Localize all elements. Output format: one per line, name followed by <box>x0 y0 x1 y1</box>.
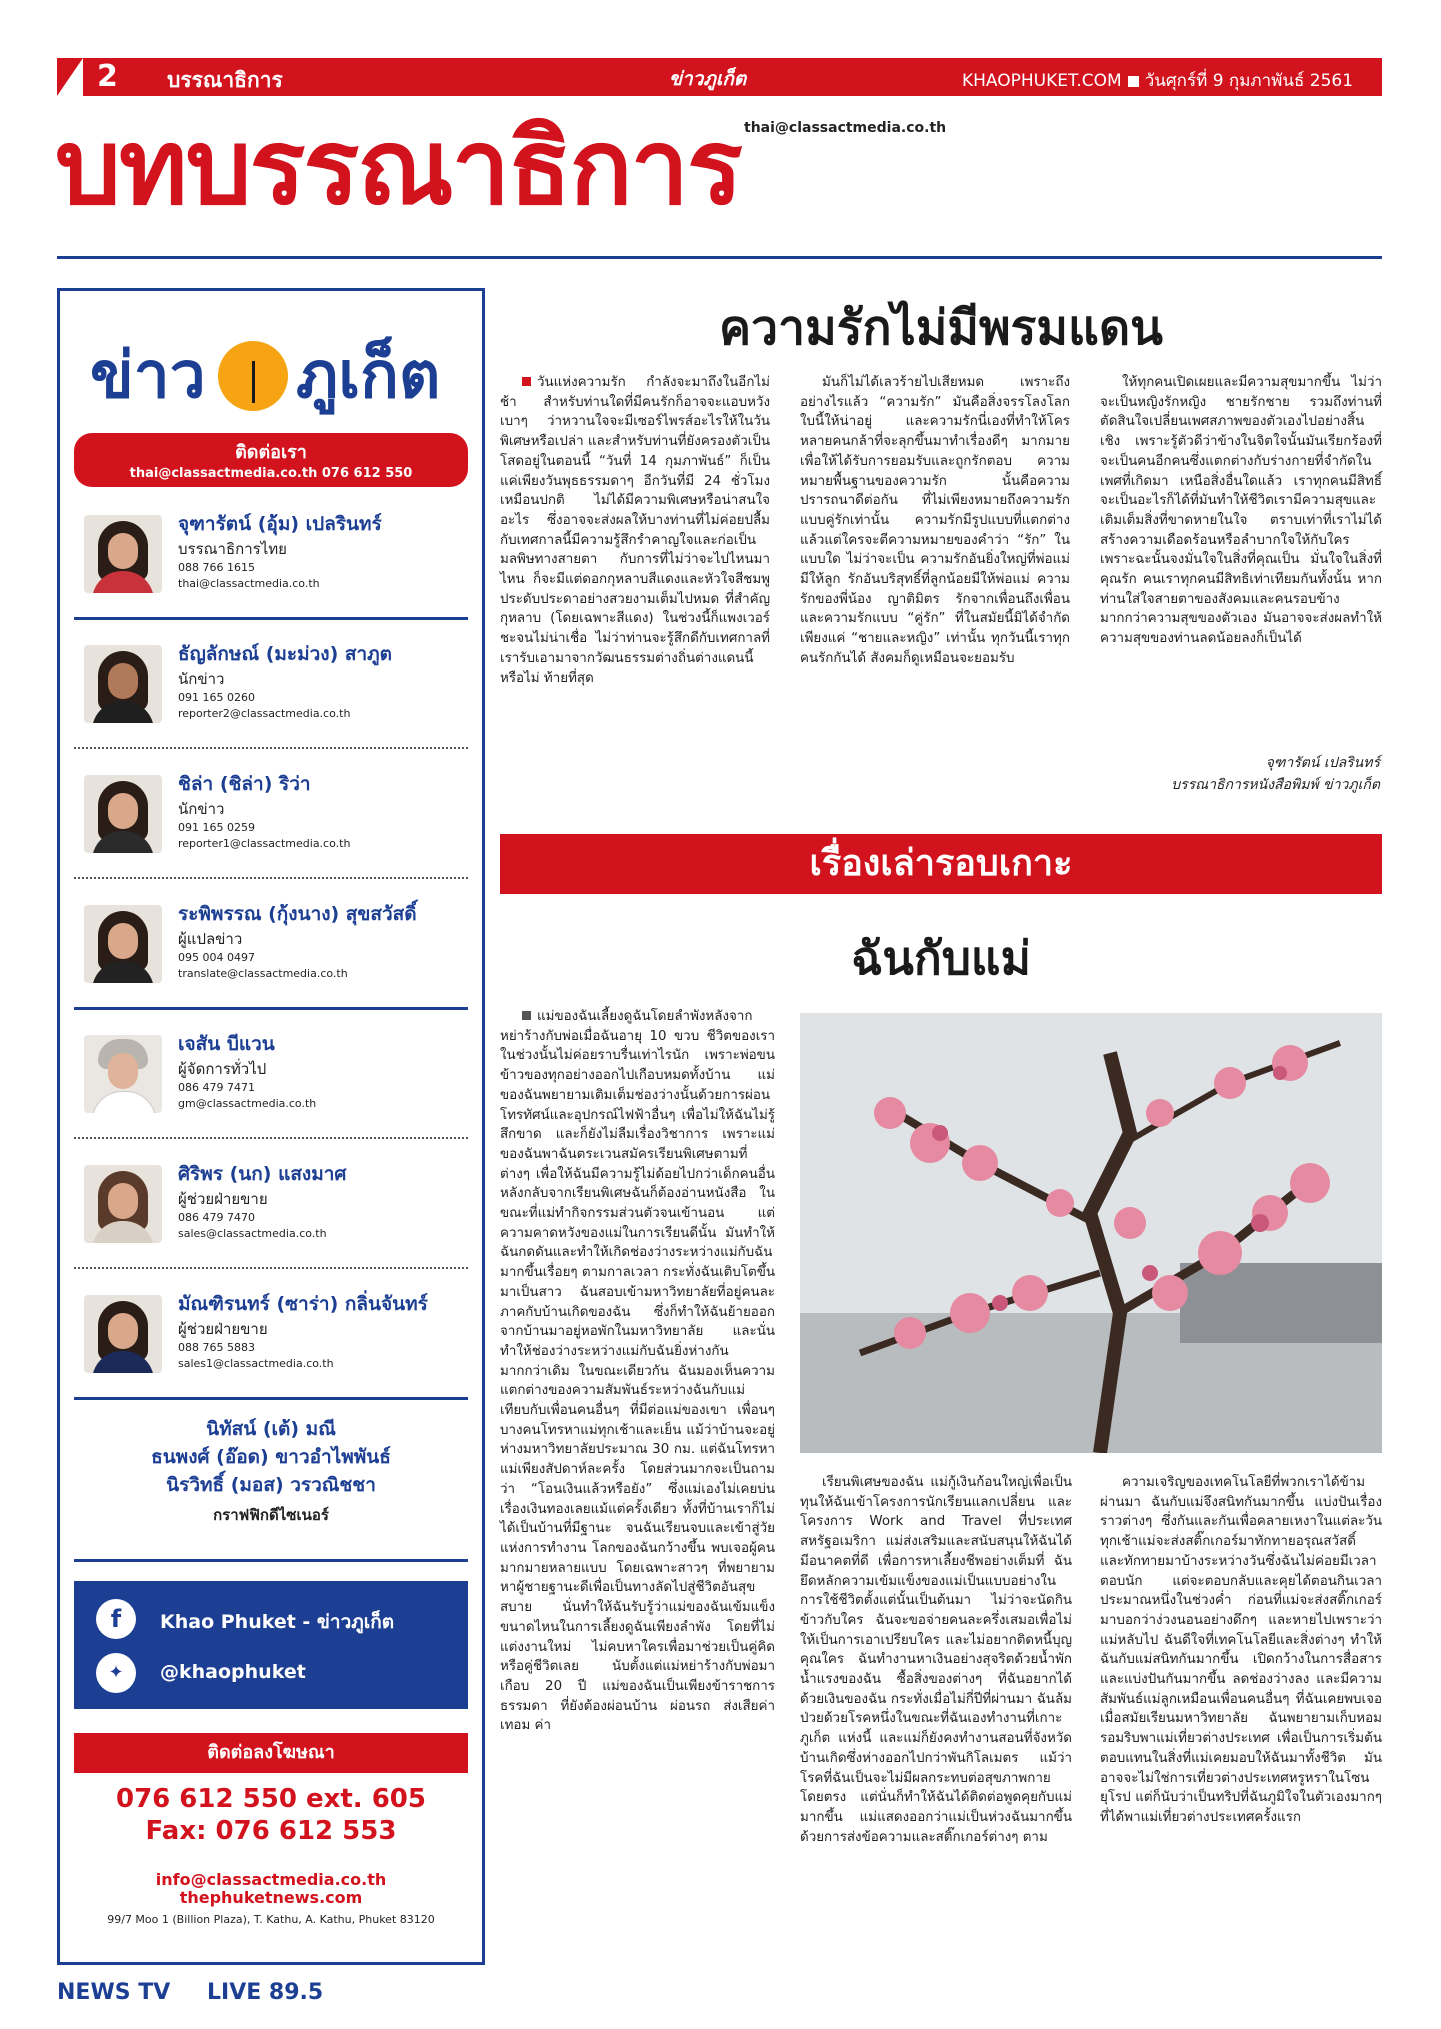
newstv-logo: NEWS TV <box>57 1980 171 2005</box>
editor-email[interactable]: thai@classactmedia.co.th <box>744 120 947 136</box>
staff-name: เจสัน บีแวน <box>178 1033 275 1055</box>
staff-card <box>74 499 468 617</box>
staff-photo <box>84 775 162 853</box>
staff-email[interactable]: sales@classactmedia.co.th <box>178 1227 327 1240</box>
article2-column-3 <box>1100 1473 1382 1828</box>
article2-text: เรียนพิเศษของฉัน แม่กู้เงินก้อนใหญ่เพื่อเป็นทุนให้ฉันเข้าโครงการนักเรียนแลกเปลี่ยน และโครงการ Work and Travel ที่ประเทศสหรัฐอเมริกา แม่ส่งเสริมและสนับสนุนให้ฉันได้มีอนาคตที่ดี เพื่อการหาเลี้ยงชีพอย่างเต็มที่ ฉันยึดหลักความเข้มแข็งของแม่เป็นแบบอย่างในการใช้ชีวิตตั้งแต่นั้นเป็นต้นมา ไม่ว่าจะนัดกินข้าวกับใคร ฉันจะขอจ่ายคนละครึ่งเสมอเพื่อไม่ให้เป็นการเอาเปรียบใคร และไม่อยากติดหนี้บุญคุณใคร ฉันทำงานหาเงินอย่างสุจริตด้วยน้ำพักน้ำแรงของฉัน ซื้อสิ่งของต่างๆ ที่ฉันอยากได้ด้วยเงินของฉัน กระทั่งเมื่อไม่กี่ปีที่ผ่านมา ฉันล้มป่วยด้วยโรคหนึ่งในขณะที่ฉันเองทำงานที่เกาะภูเก็ต แห่งนี้ และแม่ก็ยังคงทำงานสอนที่จังหวัดบ้านเกิดซึ่งห่างออกไปกว่าพันกิโลเมตร แม้ว่าโรคที่ฉันเป็นจะไม่มีผลกระทบต่อสุขภาพกายโดยตรง แต่นั่นก็ทำให้ฉันได้ติดต่อพูดคุยกับแม่มากขึ้น แม่แสดงออกว่าแม่เป็นห่วงฉันมากขึ้นด้วยการส่งข้อความและสติ๊กเกอร์ต่างๆ ตาม <box>800 1475 1072 1845</box>
staff-role: นักข่าว <box>178 800 225 818</box>
article2-column-2 <box>800 1473 1072 1847</box>
palm-sun-icon <box>218 341 288 411</box>
article1-byline <box>1080 752 1380 796</box>
designer-name: นิทัสน์ (เต้) มณี <box>206 1418 336 1440</box>
page-number: 2 <box>97 59 118 94</box>
divider <box>74 1559 468 1562</box>
site-name: KHAOPHUKET.COM <box>962 71 1122 91</box>
social-box <box>74 1581 468 1709</box>
designer-name: นิรวิทธิ์ (มอส) วรวณิชชา <box>166 1474 376 1496</box>
staff-email[interactable]: gm@classactmedia.co.th <box>178 1097 317 1110</box>
article1-text: มันก็ไม่ได้เลวร้ายไปเสียหมด เพราะถึงอย่างไรแล้ว “ความรัก” มันคือสิ่งจรรโลงโลกใบนี้ให้น่าอยู่ และความรักนี่เองที่ทำให้โครหลายคนกล้าที่จะลุกขึ้นมาทำเรื่องดีๆ มากมายเพื่อให้ได้รับการยอมรับและถูกรักตอบ ความหมายพื้นฐานของความรัก นั้นคือความปรารถนาดีต่อกัน ที่ไม่เพียงหมายถึงความรักแบบคู่รักเท่านั้น ความรักมีรูปแบบที่แตกต่างแล้วแต่ใครจะตีความหมายของคำว่า “รัก” ในแบบใด ไม่ว่าจะเป็น ความรักอันยิ่งใหญ่ที่พ่อแม่มีให้ลูก รักอันบริสุทธิ์ที่ลูกน้อยมีให้พ่อแม่ ความรักของพี่น้อง ญาติมิตร รักจากเพื่อนถึงเพื่อน และความรักแบบ “คู่รัก” ที่ในสมัยนี้มิได้จำกัดเพียงแค่ “ชายและหญิง” เท่านั้น ทุกวันนี้เราทุกคนรักกันได้ สังคมก็ดูเหมือนจะยอมรับ <box>800 375 1070 666</box>
section-bar: เรื่องเล่ารอบเกาะ <box>500 834 1382 894</box>
section-name: บรรณาธิการ <box>167 68 283 92</box>
staff-card <box>74 629 468 747</box>
staff-name: ชิล่า (ชิล่า) ริว่า <box>178 773 311 795</box>
staff-role: นักข่าว <box>178 670 225 688</box>
ad-phones <box>74 1783 468 1847</box>
article1-column-1 <box>500 373 770 688</box>
article1-column-2 <box>800 373 1070 669</box>
ad-website[interactable]: thephuketnews.com <box>179 1888 363 1907</box>
khaophuket-logo <box>90 331 455 421</box>
designer-name: ธนพงศ์ (อ๊อด) ขาวอำไพพันธ์ <box>151 1446 391 1468</box>
staff-name: ศิริพร (นก) แสงมาศ <box>178 1163 347 1185</box>
staff-photo <box>84 1295 162 1373</box>
staff-phone: 086 479 7470 <box>178 1211 255 1224</box>
logo-right-text: ภูเก็ต <box>296 339 441 413</box>
staff-phone: 086 479 7471 <box>178 1081 255 1094</box>
staff-card <box>74 1279 468 1397</box>
lead-square-icon <box>522 1011 531 1020</box>
ad-email[interactable]: info@classactmedia.co.th <box>155 1870 387 1889</box>
divider <box>74 1267 468 1269</box>
staff-photo <box>84 1035 162 1113</box>
article2-column-1 <box>500 1007 775 1736</box>
byline-name: จุฑารัตน์ เปลรินทร์ <box>1265 755 1380 771</box>
staff-phone: 091 165 0259 <box>178 821 255 834</box>
staff-phone: 088 766 1615 <box>178 561 255 574</box>
staff-name: มัณฑิรนทร์ (ซาร่า) กลิ่นจันทร์ <box>178 1293 428 1315</box>
cherry-blossom-photo <box>800 1013 1382 1453</box>
twitter-label: @khaophuket <box>160 1661 306 1683</box>
divider <box>74 877 468 879</box>
staff-photo <box>84 905 162 983</box>
ad-contact-bar: ติดต่อลงโฆษณา <box>74 1733 468 1773</box>
designers-credits <box>74 1415 468 1527</box>
staff-photo <box>84 515 162 593</box>
staff-role: ผู้แปลข่าว <box>178 930 243 948</box>
designers-role: กราฟฟิกดีไซเนอร์ <box>213 1506 329 1524</box>
staff-card <box>74 1019 468 1137</box>
staff-phone: 095 004 0497 <box>178 951 255 964</box>
site-and-date <box>962 67 1353 94</box>
strip-logo: ข่าวภูเก็ต <box>669 68 747 90</box>
page-title: บทบรรณาธิการ <box>55 106 741 228</box>
divider <box>74 747 468 749</box>
article1-text: วันแห่งความรัก กำลังจะมาถึงในอีกไม่ช้า สำหรับท่านใดที่มีคนรักก็อาจจะแอบหวังเบาๆ ว่าหวานใจจะมีเซอร์ไพรส์อะไรให้ในวันพิเศษหรือเปล่า และสำหรับท่านที่ยังครองตัวเป็นโสดอยู่ในตอนนี้ “วันที่ 14 กุมภาพันธ์” ก็เป็นแค่เพียงวันพุธธรรมดาๆ อีกวันที่มี 24 ชั่วโมงเหมือนปกติ ไม่ได้มีความพิเศษหรือน่าสนใจอะไร ซึ่งอาจจะส่งผลให้บางท่านที่ไม่ค่อยปลื้มกับเทศกาลนี้มีความรู้สึกรำคาญใจและก่อเป็นมลพิษทางสายตา กับการที่ไม่ว่าจะไปไหนมาไหน ก็จะมีแต่ดอกกุหลาบสีแดงและหัวใจสีชมพูประดับประดาอย่างสวยงามเต็มไปหมด ที่สำคัญกุหลาบ (โดยเฉพาะสีแดง) ในช่วงนี้ก็แพงเวอร์ชะจนไม่น่าเชื่อ ไม่ว่าท่านจะรู้สึกดีกับเทศกาลที่เรารับเอามาจากวัฒนธรรมต่างถิ่นต่างแดนนี้หรือไม่ ท้ายที่สุด <box>500 375 770 686</box>
facebook-label: Khao Phuket - ข่าวภูเก็ต <box>160 1611 395 1633</box>
divider <box>74 1137 468 1139</box>
staff-card <box>74 889 468 1007</box>
contact-title: ติดต่อเรา <box>235 442 307 463</box>
divider <box>74 1007 468 1010</box>
blossom-illustration <box>800 1013 1382 1453</box>
article2-text: แม่ของฉันเลี้ยงดูฉันโดยลำพังหลังจากหย่าร้างกับพ่อเมื่อฉันอายุ 10 ขวบ ชีวิตของเราในช่วงนั้นไม่ค่อยราบรื่นเท่าไรนัก เพราะพ่อขนข้าวของทุกอย่างออกไปเกือบหมดทั้งบ้าน แม่ของฉันพยายามเติมเต็มช่องว่างนั้นด้วยการผ่อนโทรทัศน์และอุปกรณ์ไฟฟ้าอื่นๆ เพื่อไม่ให้ฉันไม่รู้สึกขาด และก็ยังไม่ลืมเรื่องวิชาการ เพราะแม่ของฉันพาฉันตระเวนสมัครเรียนพิเศษตามที่ต่างๆ เพื่อให้ฉันมีความรู้ไม่ด้อยไปกว่าเด็กคนอื่น หลังกลับจากเรียนพิเศษฉันก็ต้องอ่านหนังสือ ในขณะที่แม่ทำกิจกรรมส่วนตัวจนเข้านอน แต่ความคาดหวังของแม่ในการเรียนดีนั้น มันทำให้ฉันกดดันและทำให้เกิดช่องว่างระหว่างแม่กับฉันมากขึ้นเรื่อยๆ ตามกาลเวลา กระทั่งฉันเติบโตขึ้นมาเป็นสาว ฉันสอบเข้ามหาวิทยาลัยที่อยู่คนละภาคกับบ้านเกิดของฉัน ซึ่งก็ทำให้ฉันย้ายออกจากบ้านมาอยู่หอพักในมหาวิทยาลัย และนั่นทำให้ช่องว่างระหว่างแม่กับฉันยิ่งห่างกันมากกว่าเดิม ในขณะเดียวกัน ฉันมองเห็นความแตกต่างของความสัมพันธ์ระหว่างฉันกับแม่ เทียบกับเพื่อนคนอื่นๆ ที่มีต่อแม่ของเขา เพื่อนๆ บางคนโทรหาแม่ทุกเช้าและเย็น แม้ว่าบ้านจะอยู่ห่างมหาวิทยาลัยประมาณ 30 กม. แต่ฉันโทรหาแม่เพียงสัปดาห์ละครั้ง โดยส่วนมากจะเป็นถามว่า “โอนเงินแล้วหรือยัง” ซึ่งแม่เองไม่เคยบ่นเรื่องเงินทองเลยแม้แต่ครั้งเดียว ทั้งที่บ้านเราก็ไม่ได้เป็นบ้านที่มีฐานะ จนฉันเรียนจบและเข้าสู่วัยแห่งการทำงาน โลกของฉันกว้างขึ้น พบเจอผู้คนมากมายหลายแบบ โดยเฉพาะสาวๆ ที่พยายามหาผู้ชายฐานะดีเพื่อเป็นทางลัดไปสู่ชีวิตอันสุขสบาย นั่นทำให้ฉันรับรู้ว่าแม่ของฉันเข้มแข็งขนาดไหนในการเลี้ยงดูฉันเพียงลำพัง โดยที่ไม่แต่งงานใหม่ ไม่คบหาใครเพื่อมาช่วยเป็นคู่คิดหรือคู่ชีวิตเลย นับตั้งแต่แม่หย่าร้างกับพ่อมาเกือบ 20 ปี แม่ของฉันเป็นเพียงข้าราชการธรรมดา ที่ยังต้องผ่อนบ้าน ผ่อนรถ ส่งเสียค่าเทอม ค่า <box>500 1009 775 1734</box>
staff-name: ระพิพรรณ (กุ้งนาง) สุขสวัสดิ์ <box>178 903 417 925</box>
staff-email[interactable]: reporter1@classactmedia.co.th <box>178 837 351 850</box>
title-divider <box>57 256 1382 259</box>
divider <box>74 617 468 620</box>
staff-email[interactable]: reporter2@classactmedia.co.th <box>178 707 351 720</box>
square-separator-icon <box>1128 76 1139 87</box>
staff-card <box>74 1149 468 1267</box>
staff-role: ผู้ช่วยฝ่ายขาย <box>178 1190 268 1208</box>
divider <box>74 1397 468 1400</box>
staff-name: ธัญลักษณ์ (มะม่วง) สาภูต <box>178 643 393 665</box>
staff-sidebar <box>57 288 485 1965</box>
header-strip <box>57 58 1382 96</box>
byline-title: บรรณาธิการหนังสือพิมพ์ ข่าวภูเก็ต <box>1171 777 1380 793</box>
live-radio-logo: LIVE 89.5 <box>207 1980 324 2005</box>
article1-text: ให้ทุกคนเปิดเผยและมีความสุขมากขึ้น ไม่ว่าจะเป็นหญิงรักหญิง ชายรักชาย รวมถึงท่านที่ตัดสินใจเปลี่ยนเพศสภาพของตัวเองไปอย่างสิ้นเชิง เพราะรู้ตัวดีว่าข้างในจิตใจนั้นมันเรียกร้องที่จะเป็นคนอีกคนซึ่งแตกต่างกับร่างกายที่จำกัดในเพศที่เกิดมา เหนือสิ่งอื่นใดแล้ว เราทุกคนมีสิทธิ์จะเป็นอะไรก็ได้ที่มันทำให้ชีวิตเรามีความสุขและเติมเต็มสิ่งที่ขาดหายในใจ ตราบเท่าที่เราไม่ได้สร้างความเดือดร้อนหรือลำบากใจให้กับใคร เพราะฉะนั้นจงมั่นใจในสิ่งที่คุณเป็น มั่นใจในสิ่งที่คุณรัก คนเราทุกคนมีสิทธิเท่าเทียมกันทั้งนั้น หากท่านใส่ใจสายตาของสังคมและคนรอบข้างมากกว่าความสุขของตัวเอง มันอาจจะส่งผลทำให้ความสุขของท่านลดน้อยลงก็เป็นได้ <box>1100 375 1382 647</box>
article2-text: ความเจริญของเทคโนโลยีที่พวกเราได้ข้ามผ่านมา ฉันกับแม่จึงสนิทกันมากขึ้น แบ่งปันเรื่องราวต่างๆ ซึ่งกันและกันเพื่อคลายเหงาในแต่ละวัน ทุกเช้าแม่จะส่งสติ๊กเกอร์มาทักทายอรุณสวัสดิ์ และทักทายมาบ้างระหว่างวันซึ่งฉันไม่ค่อยมีเวลาตอบนัก แต่จะตอบกลับและคุยได้ตอนกินเวลาประมาณหนึ่งในช่วงค่ำ ก่อนที่แม่จะส่งสติ๊กเกอร์มาบอกว่าง่วงนอนอย่างดึกๆ และหายไปเพราะว่าแม่หลับไป ฉันดีใจที่เทคโนโลยีและสิ่งต่างๆ ทำให้ฉันกับแม่สนิทกันมากขึ้น เปิดกว้างในการสื่อสารและแบ่งปันกันมากขึ้น ลดช่องว่างลง และมีความสัมพันธ์แม่ลูกเหมือนเพื่อนคนอื่นๆ ที่ฉันเคยพบเจอเมื่อสมัยเรียนมหาวิทยาลัย ฉันพยายามเก็บหอมรอมริบพาแม่เที่ยวต่างประเทศ เพื่อเป็นการเริ่มต้นตอบแทนในสิ่งที่แม่เคยมอบให้ฉันมาทั้งชีวิต มันอาจจะไม่ใช่การเที่ยวต่างประเทศหรูหราในโซนยุโรป แต่ก็นับว่าเป็นทริปที่ฉันภูมิใจในตัวเองมากๆ ที่ได้พาแม่เที่ยวต่างประเทศครั้งแรก <box>1100 1475 1382 1825</box>
article1-headline: ความรักไม่มีพรมแดน <box>719 300 1163 356</box>
staff-email[interactable]: sales1@classactmedia.co.th <box>178 1357 334 1370</box>
ad-address: 99/7 Moo 1 (Billion Plaza), T. Kathu, A. Kathu, Phuket 83120 <box>107 1913 435 1926</box>
facebook-icon: f <box>96 1599 136 1639</box>
ad-phone[interactable]: 076 612 550 ext. 605 <box>115 1784 426 1814</box>
staff-role: ผู้ช่วยฝ่ายขาย <box>178 1320 268 1338</box>
staff-photo <box>84 645 162 723</box>
article1-column-3 <box>1100 373 1382 649</box>
staff-role: ผู้จัดการทั่วไป <box>178 1060 267 1078</box>
staff-phone: 088 765 5883 <box>178 1341 255 1354</box>
ad-contacts <box>74 1871 468 1907</box>
staff-email[interactable]: translate@classactmedia.co.th <box>178 967 348 980</box>
twitter-bird-icon: ✦ <box>96 1653 136 1693</box>
staff-phone: 091 165 0260 <box>178 691 255 704</box>
staff-email[interactable]: thai@classactmedia.co.th <box>178 577 320 590</box>
staff-role: บรรณาธิการไทย <box>178 540 287 558</box>
ad-fax: Fax: 076 612 553 <box>145 1816 397 1846</box>
staff-name: จุฑารัตน์ (อุ้ม) เปลรินทร์ <box>178 513 382 535</box>
contact-banner <box>74 433 468 487</box>
lead-square-icon <box>522 377 531 386</box>
issue-date: วันศุกร์ที่ 9 กุมภาพันธ์ 2561 <box>1144 71 1354 91</box>
contact-line: thai@classactmedia.co.th 076 612 550 <box>129 466 413 481</box>
corner-mark <box>57 58 83 96</box>
article2-headline: ฉันกับแม่ <box>851 931 1031 985</box>
staff-card <box>74 759 468 877</box>
staff-photo <box>84 1165 162 1243</box>
logo-left-text: ข่าว <box>90 339 206 413</box>
